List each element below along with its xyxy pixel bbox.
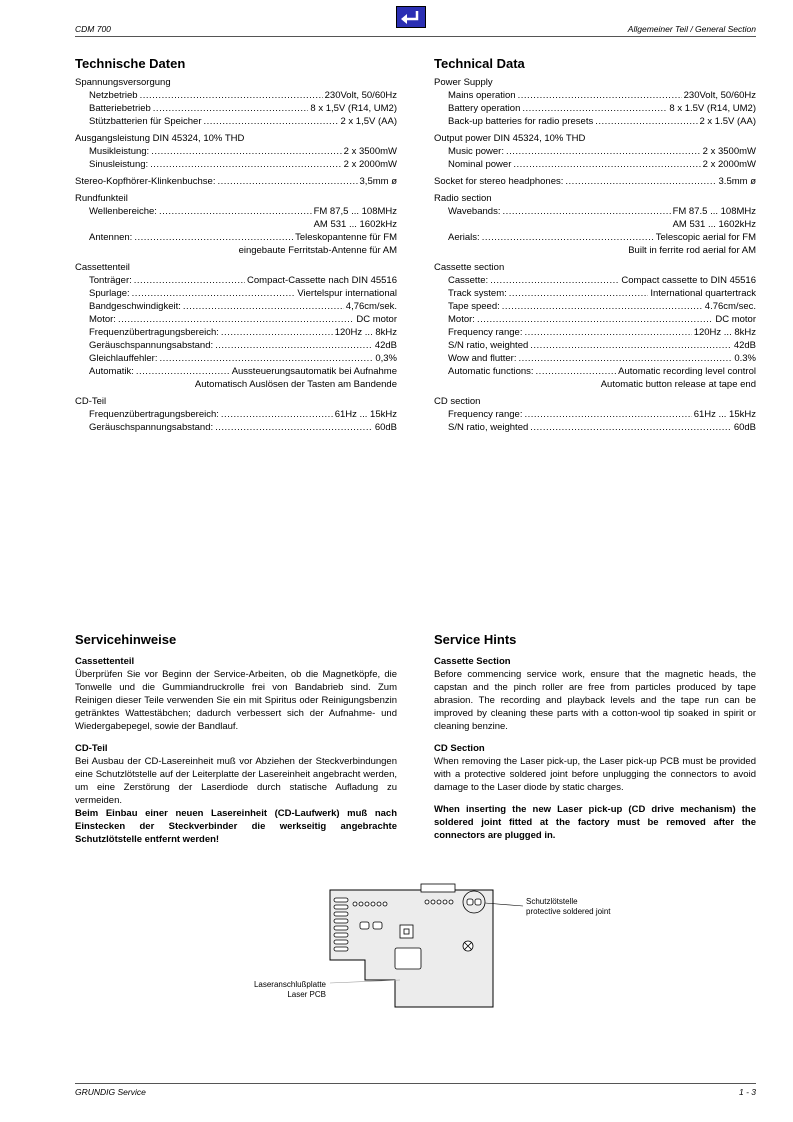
joint-label-en: protective soldered joint (526, 907, 611, 916)
joint-label-de: Schutzlötstelle (526, 897, 578, 906)
spec-value: AM 531 ... 1602kHz (313, 219, 397, 230)
section-label: Spannungsversorgung (75, 77, 171, 88)
spec-row: Wellenbereiche: ..... FM 87,5 ... 108MHz (75, 205, 397, 218)
spec-row: Bandgeschwindigkeit: ..... 4,76cm/sek. (75, 300, 397, 313)
warning-paragraph: Beim Einbau einer neuen Lasereinheit (CD-Laufwerk) muß nach Einstecken der Steckverbinder die werkseitig angebrachte Schutzlötstelle entfernt werden! (75, 808, 397, 845)
spec-row: S/N ratio, weighted ..... 42dB (434, 339, 756, 352)
pcb-label (240, 980, 326, 1000)
subheading: CD Section (434, 743, 485, 754)
pcb-label-en: Laser PCB (287, 990, 326, 999)
spec-value: Built in ferrite rod aerial for AM (628, 245, 756, 256)
spec-row: Frequency range: ..... 120Hz ... 8kHz (434, 326, 756, 339)
hints-title-de: Servicehinweise (75, 632, 177, 647)
spec-row: Back-up batteries for radio presets ..... 2 x 1.5V (AA) (434, 115, 756, 128)
spec-row: Motor: ..... DC motor (75, 313, 397, 326)
spec-row: Music power: ..... 2 x 3500mW (434, 145, 756, 158)
section-label: Output power DIN 45324, 10% THD (434, 133, 586, 144)
technische-daten (75, 56, 397, 434)
spec-row: Automatik: ..... Aussteuerungsautomatik bei Aufnahme (75, 365, 397, 378)
spec-row: Track system: ..... International quartertrack (434, 287, 756, 300)
pcb-label-de: Laseranschlußplatte (253, 980, 326, 989)
back-button[interactable] (396, 6, 426, 28)
spec-row: Wow and flutter: ..... 0.3% (434, 352, 756, 365)
spec-row: Mains operation ..... 230Volt, 50/60Hz (434, 89, 756, 102)
servicehinweise (75, 632, 397, 846)
spec-row: Automatic functions: ..... Automatic recording level control (434, 365, 756, 378)
footer-rule (75, 1083, 756, 1084)
spec-value: Automatisch Auslösen der Tasten am Bandende (194, 379, 397, 390)
section-label: CD-Teil (75, 396, 107, 407)
paragraph: Before commencing service work, ensure that the magnetic heads, the capstan and the pinch roller are free from particles produced by tape abrasion. The recording and playback levels and the tape run can be improved by cleaning these parts with a cotton-wool tip soaked in spirit or cleaning benzine. (434, 669, 756, 732)
spec-row: Motor: ..... DC motor (434, 313, 756, 326)
subheading: Cassettenteil (75, 656, 135, 667)
spec-row: Frequenzübertragungsbereich: ..... 120Hz ... 8kHz (75, 326, 397, 339)
section-label: Power Supply (434, 77, 493, 88)
header-section: Allgemeiner Teil / General Section (627, 24, 756, 34)
section-label: Cassette section (434, 262, 505, 273)
page-title-de: Technische Daten (75, 56, 186, 71)
paragraph: Bei Ausbau der CD-Lasereinheit muß vor Abziehen der Steckverbindungen eine Schutzlötstelle auf der Leiterplatte der Lasereinheit angebracht werden, um eine Zerstörung der Laserdiode durch statische Aufladung zu vermeiden. (75, 756, 397, 806)
subheading: Cassette Section (434, 656, 511, 667)
spec-row: Geräuschspannungsabstand: ..... 60dB (75, 421, 397, 434)
spec-row: Wavebands: ..... FM 87.5 ... 108MHz (434, 205, 756, 218)
spec-row: Frequency range: ..... 61Hz ... 15kHz (434, 408, 756, 421)
spec-row: Stützbatterien für Speicher ..... 2 x 1,5V (AA) (75, 115, 397, 128)
spec-row: Stereo-Kopfhörer-Klinkenbuchse: ..... 3,5mm ø (75, 175, 397, 188)
technical-data (434, 56, 756, 434)
spec-row: Battery operation ..... 8 x 1.5V (R14, UM2) (434, 102, 756, 115)
spec-row: Antennen: ..... Teleskopantenne für FM (75, 231, 397, 244)
header-model: CDM 700 (75, 24, 111, 34)
spec-row: Aerials: ..... Telescopic aerial for FM (434, 231, 756, 244)
spec-row: Geräuschspannungsabstand: ..... 42dB (75, 339, 397, 352)
spec-row: Batteriebetrieb ..... 8 x 1,5V (R14, UM2) (75, 102, 397, 115)
spec-row: S/N ratio, weighted ..... 60dB (434, 421, 756, 434)
spec-row: Gleichlauffehler: ..... 0,3% (75, 352, 397, 365)
paragraph: When removing the Laser pick-up, the Laser pick-up PCB must be provided with a protective soldered joint before unplugging the connectors to avoid damage to the Laser diode by static charges. (434, 756, 756, 793)
section-label: Ausgangsleistung DIN 45324, 10% THD (75, 133, 245, 144)
spec-row: Nominal power ..... 2 x 2000mW (434, 158, 756, 171)
laser-pcb-diagram (240, 880, 640, 1020)
joint-label (526, 897, 611, 917)
warning-paragraph: When inserting the new Laser pick-up (CD drive mechanism) the soldered joint fitted at the factory must be removed after the connectors are plugged in. (434, 804, 756, 841)
spec-row: Frequenzübertragungsbereich: ..... 61Hz ... 15kHz (75, 408, 397, 421)
spec-value: Automatic button release at tape end (600, 379, 756, 390)
footer-page: 1 - 3 (738, 1087, 756, 1097)
spec-row: Tonträger: ..... Compact-Cassette nach DIN 45516 (75, 274, 397, 287)
footer-brand: GRUNDIG Service (75, 1087, 146, 1097)
service-hints (434, 632, 756, 842)
section-label: Rundfunkteil (75, 193, 128, 204)
spec-row: Musikleistung: ..... 2 x 3500mW (75, 145, 397, 158)
spec-row: Sinusleistung: ..... 2 x 2000mW (75, 158, 397, 171)
section-label: CD section (434, 396, 481, 407)
subheading: CD-Teil (75, 743, 108, 754)
spec-row: Cassette: ..... Compact cassette to DIN 45516 (434, 274, 756, 287)
spec-row: Spurlage: ..... Viertelspur international (75, 287, 397, 300)
back-arrow-icon (397, 7, 425, 27)
spec-value: eingebaute Ferritstab-Antenne für AM (238, 245, 397, 256)
section-label: Cassettenteil (75, 262, 130, 273)
header-rule (75, 36, 756, 37)
spec-row: Tape speed: ..... 4.76cm/sec. (434, 300, 756, 313)
spec-row: Netzbetrieb ..... 230Volt, 50/60Hz (75, 89, 397, 102)
spec-value: AM 531 ... 1602kHz (672, 219, 756, 230)
paragraph: Überprüfen Sie vor Beginn der Service-Arbeiten, ob die Magnetköpfe, die Tonwelle und die Gummiandruckrolle frei von Bandabrieb sind. Zum Reinigen dieser Teile verwenden Sie ein mit Spiritus oder Reinigungsbenzin getränktes Wattestäbchen; dadurch verbessert sich der Aufnahme- und Wiedergabepegel, sowie der Bandlauf. (75, 669, 397, 732)
section-label: Radio section (434, 193, 492, 204)
page-title-en: Technical Data (434, 56, 525, 71)
hints-title-en: Service Hints (434, 632, 517, 647)
spec-row: Socket for stereo headphones: ..... 3.5mm ø (434, 175, 756, 188)
